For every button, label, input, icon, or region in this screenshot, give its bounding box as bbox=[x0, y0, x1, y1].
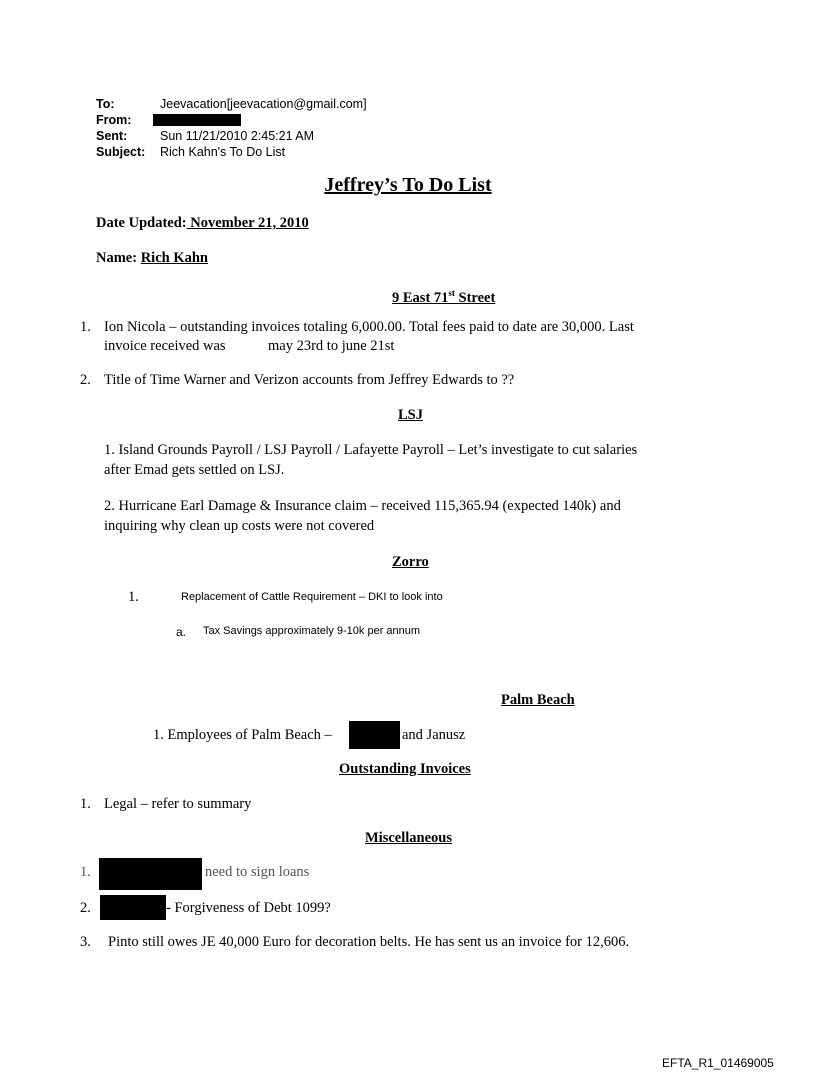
lsj-item-1-line-2: after Emad gets settled on LSJ. bbox=[104, 462, 285, 478]
east71-item-1-line-2b: may 23rd to june 21st bbox=[268, 338, 395, 354]
east71-item-1-num: 1. bbox=[80, 319, 91, 335]
zorro-item-1-num: 1. bbox=[128, 589, 139, 605]
outstanding-item-1-num: 1. bbox=[80, 796, 91, 812]
palm-beach-item-1-post: and Janusz bbox=[402, 727, 466, 743]
misc-item-2-num: 2. bbox=[80, 900, 91, 916]
name-line bbox=[96, 248, 208, 268]
from-label: From: bbox=[96, 113, 132, 127]
heading-9-east-71st: 9 East 71st Street bbox=[392, 288, 496, 306]
redaction-misc-2 bbox=[100, 895, 166, 920]
page-title: Jeffrey’s To Do List bbox=[324, 174, 492, 196]
redaction-palm-beach bbox=[349, 721, 400, 749]
misc-item-3: Pinto still owes JE 40,000 Euro for decoration belts. He has sent us an invoice for 12,606. bbox=[108, 934, 630, 950]
east71-item-1-line-1: Ion Nicola – outstanding invoices totaling 6,000.00. Total fees paid to date are 30,000. Last bbox=[104, 319, 634, 335]
zorro-sub-a: Tax Savings approximately 9-10k per annum bbox=[203, 625, 421, 637]
heading-outstanding-invoices: Outstanding Invoices bbox=[339, 761, 471, 777]
heading-zorro: Zorro bbox=[392, 554, 429, 570]
outstanding-item-1: Legal – refer to summary bbox=[104, 796, 252, 812]
subject-value: Rich Kahn's To Do List bbox=[160, 145, 286, 159]
subject-label: Subject: bbox=[96, 145, 146, 159]
name-label: Name: bbox=[96, 250, 138, 266]
to-value: Jeevacation[jeevacation@gmail.com] bbox=[160, 97, 367, 111]
document-id: EFTA_R1_01469005 bbox=[662, 1056, 774, 1070]
heading-palm-beach: Palm Beach bbox=[501, 692, 575, 708]
misc-item-1: need to sign loans bbox=[205, 864, 310, 880]
email-header bbox=[96, 96, 145, 160]
zorro-item-1: Replacement of Cattle Requirement – DKI to look into bbox=[181, 591, 443, 603]
to-label: To: bbox=[96, 97, 115, 111]
east71-item-2-num: 2. bbox=[80, 372, 91, 388]
east71-item-2: Title of Time Warner and Verizon accounts from Jeffrey Edwards to ?? bbox=[104, 372, 515, 388]
lsj-item-2-line-2: inquiring why clean up costs were not covered bbox=[104, 518, 375, 534]
lsj-item-2-line-1: 2. Hurricane Earl Damage & Insurance claim – received 115,365.94 (expected 140k) and bbox=[104, 498, 621, 514]
heading-lsj: LSJ bbox=[398, 407, 423, 423]
sent-value: Sun 11/21/2010 2:45:21 AM bbox=[160, 129, 315, 143]
east71-item-1-line-2a: invoice received was bbox=[104, 338, 226, 354]
redaction-misc-1 bbox=[99, 858, 202, 890]
misc-item-3-num: 3. bbox=[80, 934, 91, 950]
date-updated-label: Date Updated: bbox=[96, 215, 187, 231]
misc-item-2: - Forgiveness of Debt 1099? bbox=[166, 900, 331, 916]
date-updated-value: November 21, 2010 bbox=[186, 215, 309, 231]
zorro-sub-a-label: a. bbox=[176, 625, 187, 639]
misc-item-1-num: 1. bbox=[80, 864, 91, 880]
name-value: Rich Kahn bbox=[140, 250, 208, 266]
sent-label: Sent: bbox=[96, 129, 128, 143]
email-header-values bbox=[160, 96, 367, 160]
palm-beach-item-1-pre: 1. Employees of Palm Beach – bbox=[153, 727, 332, 743]
redaction-from bbox=[153, 114, 241, 126]
date-updated bbox=[96, 213, 309, 233]
lsj-item-1-line-1: 1. Island Grounds Payroll / LSJ Payroll / Lafayette Payroll – Let’s investigate to cut salaries bbox=[104, 442, 638, 458]
heading-miscellaneous: Miscellaneous bbox=[365, 830, 452, 846]
